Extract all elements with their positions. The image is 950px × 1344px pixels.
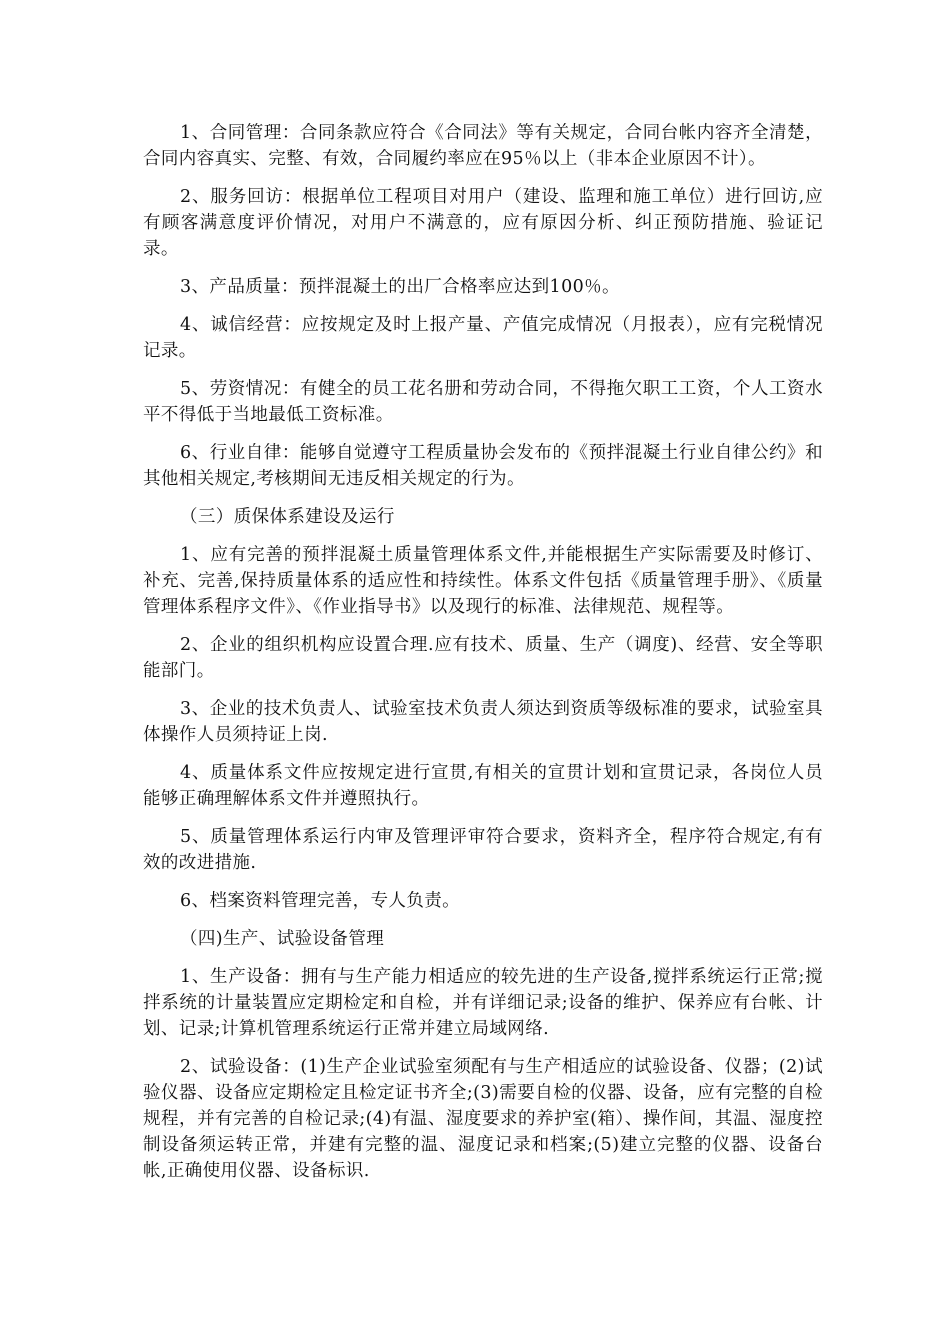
document-body <box>143 120 823 1196</box>
paragraph-service-followup: 2、服务回访：根据单位工程项目对用户（建设、监理和施工单位）进行回访,应有顾客满意度评价情况，对用户不满意的，应有原因分析、纠正预防措施、验证记录。 <box>143 187 823 259</box>
paragraph-test-equipment: 2、试验设备：(1)生产企业试验室须配有与生产相适应的试验设备、仪器；(2)试验仪器、设备应定期检定且检定证书齐全;(3)需要自检的仪器、设备，应有完整的自检规程，并有完善的自检记录;(4)有温、湿度要求的养护室(箱）、操作间，其温、湿度控制设备须运转正常，并建有完整的温、湿度记录和档案;(5)建立完整的仪器、设备台帐,正确使用仪器、设备标识. <box>143 1057 823 1181</box>
paragraph-self-discipline: 6、行业自律：能够自觉遵守工程质量协会发布的《预拌混凝土行业自律公约》和其他相关规定,考核期间无违反相关规定的行为。 <box>143 443 823 489</box>
paragraph-internal-audit: 5、质量管理体系运行内审及管理评审符合要求，资料齐全，程序符合规定,有有效的改进措施. <box>143 827 823 873</box>
section-heading-quality-system: （三）质保体系建设及运行 <box>180 507 395 527</box>
paragraph-archives: 6、档案资料管理完善，专人负责。 <box>180 891 461 911</box>
paragraph-organization: 2、企业的组织机构应设置合理.应有技术、质量、生产（调度)、经营、安全等职能部门。 <box>143 635 823 681</box>
paragraph-quality-docs: 1、应有完善的预拌混凝土质量管理体系文件,并能根据生产实际需要及时修订、补充、完善,保持质量体系的适应性和持续性。体系文件包括《质量管理手册》、《质量管理体系程序文件》、《作业指导书》以及现行的标准、法律规范、规程等。 <box>143 545 823 617</box>
paragraph-contract-management: 1、合同管理：合同条款应符合《合同法》等有关规定，合同台帐内容齐全清楚，合同内容真实、完整、有效，合同履约率应在95％以上（非本企业原因不计）。 <box>143 123 823 169</box>
paragraph-technical-lead: 3、企业的技术负责人、试验室技术负责人须达到资质等级标准的要求，试验室具体操作人员须持证上岗. <box>143 699 823 745</box>
paragraph-system-training: 4、质量体系文件应按规定进行宣贯,有相关的宣贯计划和宣贯记录，各岗位人员能够正确理解体系文件并遵照执行。 <box>143 763 823 809</box>
paragraph-labor: 5、劳资情况：有健全的员工花名册和劳动合同，不得拖欠职工工资，个人工资水平不得低于当地最低工资标准。 <box>143 379 823 425</box>
section-heading-equipment: （四)生产、试验设备管理 <box>180 929 385 949</box>
paragraph-product-quality: 3、产品质量：预拌混凝土的出厂合格率应达到100％。 <box>180 277 620 297</box>
paragraph-integrity: 4、诚信经营：应按规定及时上报产量、产值完成情况（月报表），应有完税情况记录。 <box>143 315 823 361</box>
paragraph-production-equipment: 1、生产设备：拥有与生产能力相适应的较先进的生产设备,搅拌系统运行正常;搅拌系统的计量装置应定期检定和自检，并有详细记录;设备的维护、保养应有台帐、计划、记录;计算机管理系统运行正常并建立局域网络. <box>143 967 823 1039</box>
